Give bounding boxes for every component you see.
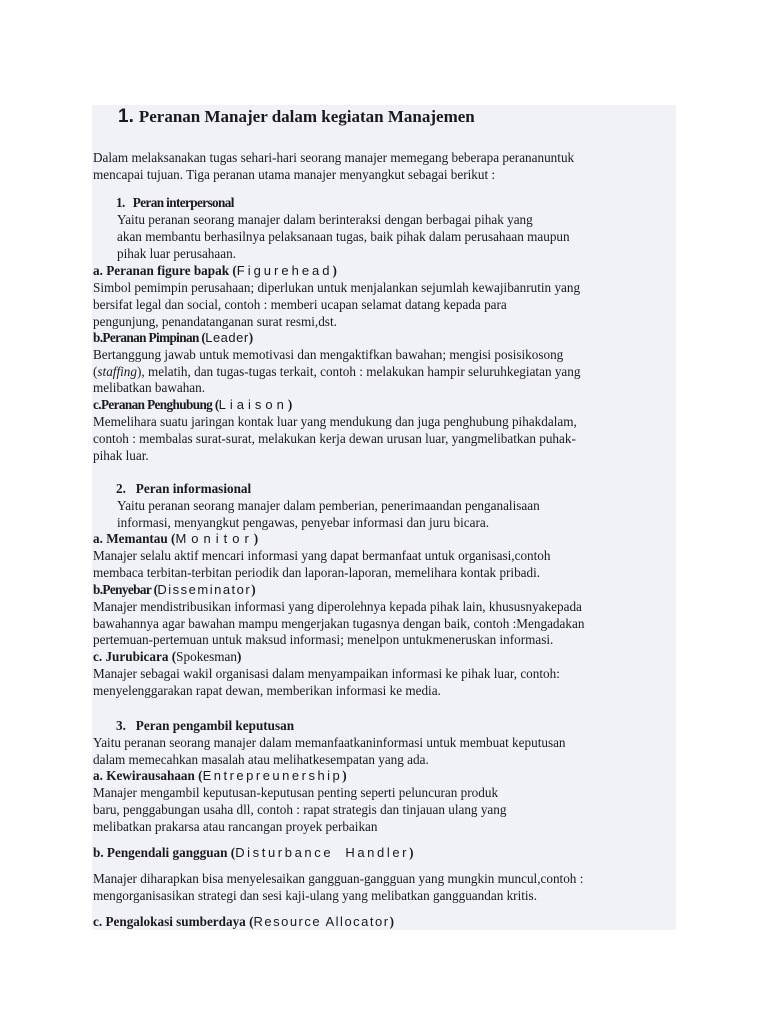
role-liaison-heading bbox=[93, 397, 292, 413]
role-liaison-text-3: pihak luar. bbox=[93, 448, 149, 463]
role-label: b. Pengendali gangguan bbox=[93, 845, 228, 860]
intro-line-1: Dalam melaksanakan tugas sehari-hari seorang manajer memegang beberapa perananuntuk bbox=[93, 150, 575, 165]
section-3-heading bbox=[116, 718, 294, 734]
paren-close: ) bbox=[342, 768, 347, 783]
role-label: b.Penyebar bbox=[93, 582, 151, 597]
role-label: b.Peranan Pimpinan bbox=[93, 330, 199, 345]
paren-open: ( bbox=[212, 397, 219, 412]
paren-open: ( bbox=[150, 582, 158, 597]
page-title bbox=[118, 106, 475, 128]
section-2-heading bbox=[116, 481, 251, 497]
section-2-number: 2. bbox=[116, 481, 126, 496]
role-liaison-text-2: contoh : membalas surat-surat, melakukan kerja dewan urusan luar, yangmelibatkan puhak- bbox=[93, 431, 576, 446]
role-spokesman-text-1: Manajer sebagai wakil organisasi dalam menyampaikan informasi ke pihak luar, contoh: bbox=[93, 666, 560, 681]
role-monitor-text-2: membaca terbitan-terbitan periodik dan laporan-laporan, memelihara kontak pribadi. bbox=[93, 565, 541, 580]
role-label: a. Peranan figure bapak bbox=[93, 263, 230, 278]
role-label: a. Kewirausahaan bbox=[93, 768, 195, 783]
role-label: a. Memantau bbox=[93, 531, 168, 546]
role-term: Liaison bbox=[218, 397, 288, 412]
section-1-number: 1. bbox=[116, 195, 125, 210]
role-monitor-heading bbox=[93, 531, 258, 547]
role-leader-text-1: Bertanggung jawab untuk memotivasi dan mengaktifkan bawahan; mengisi posisikosong bbox=[93, 347, 564, 362]
role-term: Spokesman bbox=[176, 649, 237, 664]
section-1-desc-1: Yaitu peranan seorang manajer dalam berinteraksi dengan berbagai pihak yang bbox=[117, 212, 533, 227]
role-disseminator-text-2: bawahannya agar bawahan mampu mengerjakan tugasnya dengan baik, contoh :Mengadakan bbox=[93, 616, 585, 631]
role-entrepreneur-text-2: baru, penggabungan usaha dll, contoh : rapat strategis dan tinjauan ulang yang bbox=[93, 802, 507, 817]
role-disseminator-text-3: pertemuan-pertemuan untuk maksud informasi; menelpon untukmeneruskan informasi. bbox=[93, 632, 554, 647]
section-3-title: Peran pengambil keputusan bbox=[135, 718, 295, 733]
paren-close: ) bbox=[236, 649, 242, 664]
paren-close: ) bbox=[251, 582, 256, 597]
role-term: Entrepreunership bbox=[202, 768, 343, 783]
role-leader-text-3: melibatkan bawahan. bbox=[93, 380, 206, 395]
paren-close: ) bbox=[253, 531, 259, 546]
role-figurehead-text-3: pengunjung, penandatanganan surat resmi,dst. bbox=[93, 314, 337, 329]
role-liaison-text-1: Memelihara suatu jaringan kontak luar yang mendukung dan juga penghubung pihakdalam, bbox=[93, 414, 577, 429]
title-text: Peranan Manajer dalam kegiatan Manajemen bbox=[138, 107, 475, 126]
role-label: c. Pengalokasi sumberdaya bbox=[93, 914, 246, 929]
role-leader-heading bbox=[93, 330, 253, 346]
paren-open: ( bbox=[167, 531, 176, 546]
title-number: 1. bbox=[118, 106, 134, 127]
section-1-title: Peran interpersonal bbox=[132, 195, 234, 210]
role-entrepreneur-text-1: Manajer mengambil keputusan-keputusan penting seperti peluncuran produk bbox=[93, 785, 499, 800]
role-figurehead-heading bbox=[93, 263, 337, 279]
paren-open: ( bbox=[229, 263, 237, 278]
text-part: ), melatih, dan tugas-tugas terkait, contoh : melakukan hampir seluruhkegiatan yang bbox=[136, 364, 581, 379]
role-term: Figurehead bbox=[236, 263, 333, 278]
section-1-heading bbox=[116, 195, 234, 211]
paren-close: ) bbox=[248, 330, 253, 345]
section-3-desc-1: Yaitu peranan seorang manajer dalam memanfaatkaninformasi untuk membuat keputusan bbox=[93, 735, 566, 750]
role-monitor-text-1: Manajer selalu aktif mencari informasi yang dapat bermanfaat untuk organisasi,contoh bbox=[93, 548, 551, 563]
paren-open: ( bbox=[245, 914, 254, 929]
role-spokesman-text-2: menyelenggarakan rapat dewan, memberikan informasi ke media. bbox=[93, 683, 441, 698]
role-term: Disturbance Handler bbox=[235, 845, 410, 860]
section-3-desc-2: dalam memecahkan masalah atau melihatkesempatan yang ada. bbox=[93, 752, 429, 767]
role-figurehead-text-2: bersifat legal dan social, contoh : memberi ucapan selamat datang kepada para bbox=[93, 297, 507, 312]
intro-line-2: mencapai tujuan. Tiga peranan utama manajer menyangkut sebagai berikut : bbox=[93, 167, 496, 182]
italic-term: staffing bbox=[97, 364, 137, 379]
role-disseminator-text-1: Manajer mendistribusikan informasi yang diperolehnya kepada pihak lain, khususnyakepada bbox=[93, 599, 582, 614]
text-part: ( bbox=[93, 364, 98, 379]
paren-close: ) bbox=[389, 914, 394, 929]
role-spokesman-heading bbox=[93, 649, 241, 665]
paren-close: ) bbox=[287, 397, 292, 412]
paren-close: ) bbox=[332, 263, 337, 278]
role-disturbance-heading bbox=[93, 845, 414, 861]
role-disturbance-text-2: mengorganisasikan strategi dan sesi kaji-ulang yang melibatkan gangguandan kritis. bbox=[93, 888, 537, 903]
role-term: Leader bbox=[205, 330, 249, 345]
section-2-desc-2: informasi, menyangkut pengawas, penyebar informasi dan juru bicara. bbox=[117, 515, 490, 530]
paren-open: ( bbox=[227, 845, 236, 860]
role-term: Monitor bbox=[175, 531, 254, 546]
role-entrepreneur-text-3: melibatkan prakarsa atau rancangan proyek perbaikan bbox=[93, 819, 378, 834]
role-entrepreneur-heading bbox=[93, 768, 347, 784]
section-2-desc-1: Yaitu peranan seorang manajer dalam pemberian, penerimaandan penganalisaan bbox=[117, 498, 540, 513]
paren-open: ( bbox=[168, 649, 177, 664]
paren-open: ( bbox=[194, 768, 203, 783]
section-1-desc-2: akan membantu berhasilnya pelaksanaan tugas, baik pihak dalam perusahaan maupun bbox=[117, 229, 570, 244]
section-3-number: 3. bbox=[116, 718, 126, 733]
section-1-desc-3: pihak luar perusahaan. bbox=[117, 246, 237, 261]
role-label: c. Jurubicara bbox=[93, 649, 169, 664]
role-figurehead-text-1: Simbol pemimpin perusahaan; diperlukan untuk menjalankan sejumlah kewajibanrutin yang bbox=[93, 280, 581, 295]
role-resource-heading bbox=[93, 914, 394, 930]
role-disseminator-heading bbox=[93, 582, 255, 598]
section-2-title: Peran informasional bbox=[135, 481, 252, 496]
role-term: Resource Allocator bbox=[253, 914, 390, 929]
role-leader-text-2 bbox=[93, 364, 580, 380]
role-term: Disseminator bbox=[157, 582, 252, 597]
paren-close: ) bbox=[409, 845, 414, 860]
role-disturbance-text-1: Manajer diharapkan bisa menyelesaikan gangguan-gangguan yang mungkin muncul,contoh : bbox=[93, 871, 584, 886]
paren-open: ( bbox=[198, 330, 206, 345]
role-label: c.Peranan Penghubung bbox=[93, 397, 213, 412]
